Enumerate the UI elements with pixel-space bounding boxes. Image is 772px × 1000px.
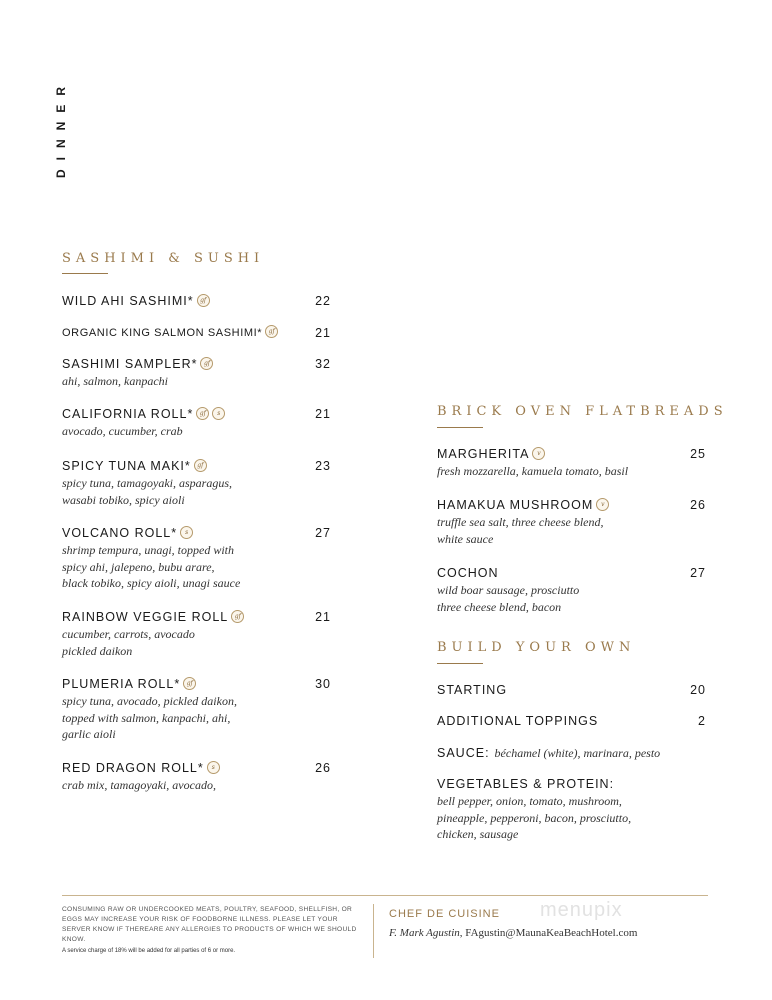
- menu-item-name: [437, 565, 499, 581]
- footer-divider: [62, 895, 708, 896]
- menu-item-description: fresh mozzarella, kamuela tomato, basil: [437, 464, 629, 478]
- menu-item-price: 25: [690, 447, 706, 461]
- menu-item-name: [437, 497, 609, 513]
- item-name-text: ORGANIC KING SALMON SASHIMI*: [62, 327, 263, 339]
- gluten-free-icon: gf: [196, 407, 209, 420]
- footer-notes: [62, 905, 362, 956]
- menu-item-description: shrimp tempura, unagi, topped with spicy ahi, jalepeno, bubu arare, black tobiko, spicy aioli, unagi sauce: [62, 543, 241, 591]
- menu-item-price: 2: [698, 714, 706, 728]
- menu-item-price: 30: [315, 677, 331, 691]
- item-name-text: STARTING: [437, 683, 508, 697]
- menu-item-description: spicy tuna, avocado, pickled daikon, topped with salmon, kanpachi, ahi, garlic aioli: [62, 694, 237, 742]
- menu-item-name: [437, 745, 660, 761]
- section-rule: [437, 663, 483, 664]
- menu-item-name: [62, 293, 210, 309]
- gluten-free-icon: gf: [265, 325, 278, 338]
- menu-item-description: crab mix, tamagoyaki, avocado,: [62, 778, 216, 792]
- menu-item-price: 23: [315, 459, 331, 473]
- gluten-free-icon: gf: [200, 357, 213, 370]
- section-title-build: BUILD YOUR OWN: [437, 640, 636, 655]
- allergy-disclaimer: CONSUMING RAW OR UNDERCOOKED MEATS, POULTRY, SEAFOOD, SHELLFISH, OR EGGS MAY INCREASE YOUR RISK OF FOODBORNE ILLNESS. PLEASE LET YOUR SERVER KNOW IF THEREARE ANY ALLERGIES TO PRODUCTS OF WHICH WE SHOULD KNOW.: [62, 906, 357, 943]
- spicy-icon: s: [180, 526, 193, 539]
- menu-item-price: 32: [315, 357, 331, 371]
- menu-item-name: [62, 760, 220, 776]
- section-title-sashimi: SASHIMI & SUSHI: [62, 251, 265, 266]
- menu-item-name: [62, 458, 207, 474]
- item-name-text: RED DRAGON ROLL*: [62, 761, 204, 775]
- menu-item-price: 27: [315, 526, 331, 540]
- chef-email[interactable]: FAgustin@MaunaKeaBeachHotel.com: [465, 927, 638, 939]
- section-title-flatbreads: BRICK OVEN FLATBREADS: [437, 404, 728, 419]
- spicy-icon: s: [212, 407, 225, 420]
- sauce-options: béchamel (white), marinara, pesto: [494, 746, 661, 760]
- menu-item-description: truffle sea salt, three cheese blend, white sauce: [437, 515, 604, 546]
- menu-item-description: spicy tuna, tamagoyaki, asparagus, wasabi tobiko, spicy aioli: [62, 476, 232, 507]
- vegetarian-icon: v: [532, 447, 545, 460]
- menu-item-description: avocado, cucumber, crab: [62, 424, 183, 438]
- item-name-text: HAMAKUA MUSHROOM: [437, 498, 594, 512]
- spicy-icon: s: [207, 761, 220, 774]
- item-name-text: COCHON: [437, 566, 499, 580]
- footer-separator: [373, 904, 374, 958]
- menu-item-description: ahi, salmon, kanpachi: [62, 374, 168, 388]
- item-name-text: WILD AHI SASHIMI*: [62, 294, 194, 308]
- service-charge-note: A service charge of 18% will be added for all parties of 6 or more.: [62, 948, 236, 954]
- menu-item-price: 22: [315, 294, 331, 308]
- menu-item-name: [437, 446, 545, 462]
- item-name-text: MARGHERITA: [437, 447, 530, 461]
- menu-item-price: 26: [690, 498, 706, 512]
- section-rule: [62, 273, 108, 274]
- item-name-text: VEGETABLES & PROTEIN:: [437, 777, 615, 791]
- gluten-free-icon: gf: [231, 610, 244, 623]
- menu-item-price: 26: [315, 761, 331, 775]
- menu-item-description: bell pepper, onion, tomato, mushroom, pineapple, pepperoni, bacon, prosciutto, chicken, sausage: [437, 794, 632, 842]
- menu-item-price: 21: [315, 407, 331, 421]
- menu-item-price: 20: [690, 683, 706, 697]
- menu-item-price: 27: [690, 566, 706, 580]
- menu-item-name: [437, 713, 598, 729]
- chef-title: CHEF DE CUISINE: [389, 908, 500, 920]
- item-name-text: RAINBOW VEGGIE ROLL: [62, 610, 229, 624]
- menu-item-name: [62, 406, 225, 422]
- page-label: DINNER: [54, 77, 68, 178]
- item-name-text: SAUCE:: [437, 746, 490, 760]
- chef-contact: F. Mark Agustin, FAgustin@MaunaKeaBeachHotel.com: [389, 927, 638, 939]
- gluten-free-icon: gf: [194, 459, 207, 472]
- item-name-text: VOLCANO ROLL*: [62, 526, 178, 540]
- watermark: menupix: [540, 899, 623, 921]
- item-name-text: SASHIMI SAMPLER*: [62, 357, 198, 371]
- vegetarian-icon: v: [596, 498, 609, 511]
- gluten-free-icon: gf: [183, 677, 196, 690]
- chef-name: F. Mark Agustin: [389, 927, 460, 939]
- menu-item-name: [62, 356, 213, 372]
- gluten-free-icon: gf: [197, 294, 210, 307]
- menu-item-name: [62, 609, 244, 625]
- menu-item-name: [62, 525, 193, 541]
- menu-item-name: [62, 676, 196, 692]
- menu-item-description: wild boar sausage, prosciutto three cheese blend, bacon: [437, 583, 580, 614]
- menu-item-name: [437, 776, 614, 792]
- menu-item-price: 21: [315, 326, 331, 340]
- item-name-text: SPICY TUNA MAKI*: [62, 459, 191, 473]
- item-name-text: ADDITIONAL TOPPINGS: [437, 714, 599, 728]
- menu-item-description: cucumber, carrots, avocado pickled daikon: [62, 627, 195, 658]
- item-name-text: CALIFORNIA ROLL*: [62, 407, 194, 421]
- menu-item-price: 21: [315, 610, 331, 624]
- menu-item-name: [62, 325, 278, 341]
- section-rule: [437, 427, 483, 428]
- item-name-text: PLUMERIA ROLL*: [62, 677, 181, 691]
- menu-item-name: [437, 682, 507, 698]
